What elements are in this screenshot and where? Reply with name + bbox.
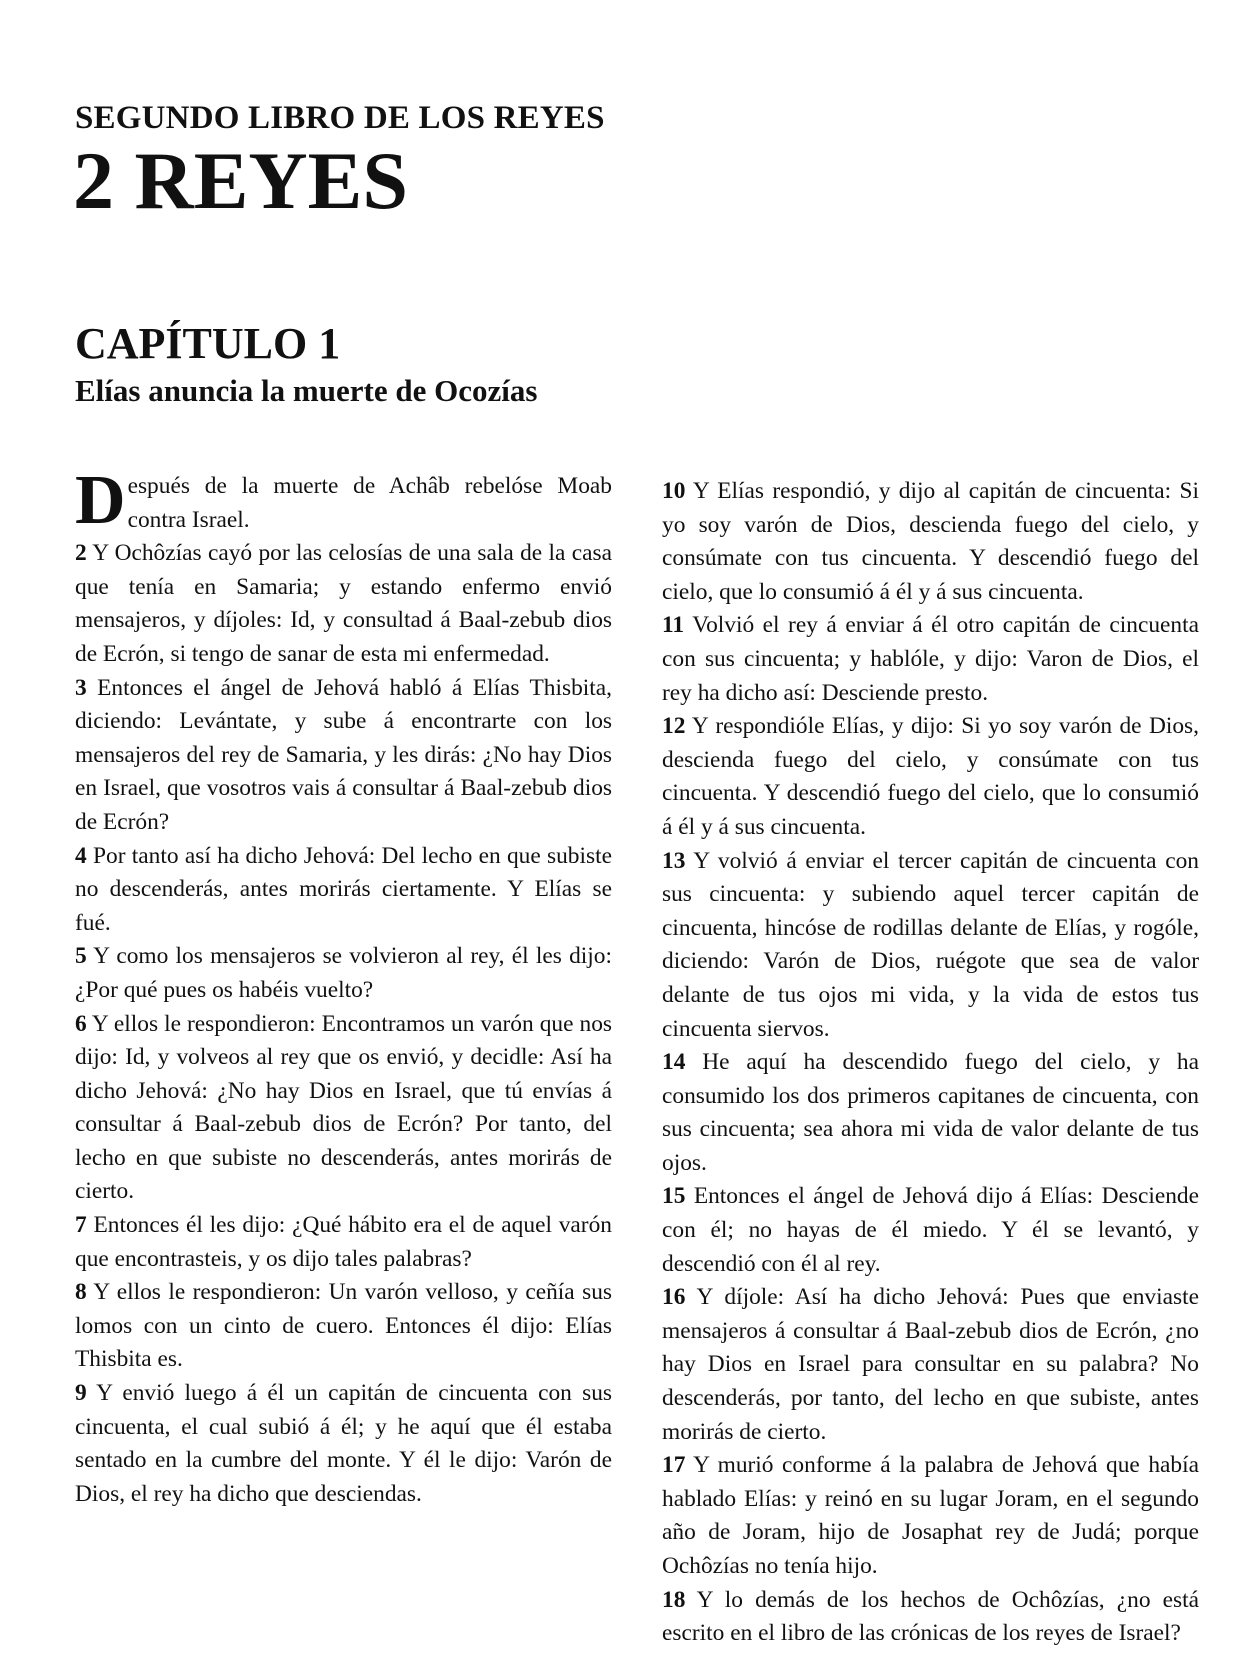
verse-text: espués de la muerte de Achâb rebelóse Moab contra Israel. (127, 473, 612, 533)
verse-number: 13 (662, 847, 686, 874)
verse-number: 9 (75, 1380, 87, 1407)
book-title: 2 REYES (73, 135, 408, 226)
verse-number: 5 (75, 943, 87, 970)
text-column-left (75, 462, 612, 1511)
verse-number: 6 (75, 1010, 87, 1037)
verse-text: Y díjole: Así ha dicho Jehová: Pues que enviaste mensajeros á consultar á Baal-zebub dios de Ecrón, ¿no hay Dios en Israel para consultar en su palabra? No descenderás, por tanto, del lecho en que subiste, antes morirás de cierto. (662, 1284, 1199, 1445)
verse-text: Entonces él les dijo: ¿Qué hábito era el de aquel varón que encontrasteis, y os dijo tales palabras? (75, 1212, 612, 1272)
verse-number: 8 (75, 1279, 87, 1306)
verse-number: 14 (662, 1049, 686, 1076)
verse-13 (662, 845, 1199, 1047)
verse-text: Volvió el rey á enviar á él otro capitán de cincuenta con sus cincuenta; y hablóle, y dijo: Varon de Dios, el rey ha dicho así: Desciende presto. (662, 612, 1199, 706)
verse-16 (662, 1281, 1199, 1449)
text-column-right (662, 475, 1199, 1651)
verse-4 (75, 840, 612, 941)
verse-text: Por tanto así ha dicho Jehová: Del lecho en que subiste no descenderás, antes morirás ciertamente. Y Elías se fué. (75, 842, 612, 936)
verse-6 (75, 1008, 612, 1210)
verse-9 (75, 1377, 612, 1511)
verse-text: Y Elías respondió, y dijo al capitán de cincuenta: Si yo soy varón de Dios, descienda fuego del cielo, y consúmate con tus cincuenta. Y descendió fuego del cielo, que lo consumió á él y á sus cincuenta. (662, 478, 1199, 605)
verse-text: Y murió conforme á la palabra de Jehová que había hablado Elías: y reinó en su lugar Joram, en el segundo año de Joram, hijo de Josaphat rey de Judá; porque Ochôzías no tenía hijo. (662, 1452, 1199, 1579)
verse-number: 10 (662, 478, 686, 504)
verse-number: 2 (75, 540, 87, 567)
verse-8 (75, 1276, 612, 1377)
verse-text: Y lo demás de los hechos de Ochôzías, ¿no está escrito en el libro de las crónicas de los reyes de Israel? (662, 1586, 1199, 1647)
verse-number: 12 (662, 713, 686, 740)
drop-cap: D (75, 462, 126, 539)
verse-text: He aquí ha descendido fuego del cielo, y ha consumido los dos primeros capitanes de cincuenta, con sus cincuenta; sea ahora mi vida de valor delante de tus ojos. (662, 1049, 1199, 1176)
verse-text: Y volvió á enviar el tercer capitán de cincuenta con sus cincuenta: y subiendo aquel tercer capitán de cincuenta, hincóse de rodillas delante de Elías, y rogóle, diciendo: Varón de Dios, ruégote que sea de valor delante de tus ojos mi vida, y la vida de estos tus cincuenta siervos. (662, 847, 1199, 1042)
verse-number: 17 (662, 1452, 686, 1479)
verse-17 (662, 1449, 1199, 1583)
verse-number: 3 (75, 674, 87, 701)
verse-15 (662, 1180, 1199, 1281)
verse-text: Y respondióle Elías, y dijo: Si yo soy varón de Dios, descienda fuego del cielo, y consúmate con tus cincuenta. Y descendió fuego del cielo, que lo consumió á él y á sus cincuenta. (662, 713, 1199, 840)
verse-11 (662, 609, 1199, 710)
chapter-heading: Elías anuncia la muerte de Ocozías (75, 373, 538, 408)
verse-number: 11 (662, 612, 685, 639)
verse-5 (75, 940, 612, 1007)
verse-number: 15 (662, 1183, 686, 1210)
verse-number: 4 (75, 842, 87, 869)
verse-number: 7 (75, 1212, 87, 1239)
book-subtitle: SEGUNDO LIBRO DE LOS REYES (75, 100, 605, 136)
verse-text: Entonces el ángel de Jehová habló á Elías Thisbita, diciendo: Levántate, y sube á encontrarte con los mensajeros del rey de Samaria, y les dirás: ¿No hay Dios en Israel, que vosotros vais á consultar á Baal-zebub dios de Ecrón? (75, 674, 612, 835)
verse-number: 16 (662, 1284, 686, 1311)
verse-text: Entonces el ángel de Jehová dijo á Elías: Desciende con él; no hayas de él miedo. Y él se levantó, y descendió con él al rey. (662, 1183, 1199, 1277)
verse-3 (75, 672, 612, 840)
verse-1 (75, 462, 612, 539)
verse-text: Y ellos le respondieron: Un varón velloso, y ceñía sus lomos con un cinto de cuero. Entonces él dijo: Elías Thisbita es. (75, 1279, 612, 1373)
verse-text: Y envió luego á él un capitán de cincuenta con sus cincuenta, el cual subió á él; y he aquí que él estaba sentado en la cumbre del monte. Y él le dijo: Varón de Dios, el rey ha dicho que desciendas. (75, 1380, 612, 1507)
verse-text: Y como los mensajeros se volvieron al rey, él les dijo: ¿Por qué pues os habéis vuelto? (75, 943, 612, 1003)
chapter-title: CAPÍTULO 1 (75, 319, 341, 368)
verse-text: Y ellos le respondieron: Encontramos un varón que nos dijo: Id, y volveos al rey que os envió, y decidle: Así ha dicho Jehová: ¿No hay Dios en Israel, que tú envías á consultar á Baal-zebub dios de Ecrón? Por tanto, del lecho en que subiste no descenderás, antes morirás de cierto. (75, 1010, 612, 1205)
verse-14 (662, 1046, 1199, 1180)
verse-2 (75, 537, 612, 671)
verse-text: Y Ochôzías cayó por las celosías de una sala de la casa que tenía en Samaria; y estando enfermo envió mensajeros, y díjoles: Id, y consultad á Baal-zebub dios de Ecrón, si tengo de sanar de esta mi enfermedad. (75, 540, 612, 667)
verse-number: 18 (662, 1586, 686, 1613)
verse-7 (75, 1209, 612, 1276)
verse-12 (662, 710, 1199, 844)
verse-10 (662, 475, 1199, 609)
verse-18 (662, 1584, 1199, 1651)
